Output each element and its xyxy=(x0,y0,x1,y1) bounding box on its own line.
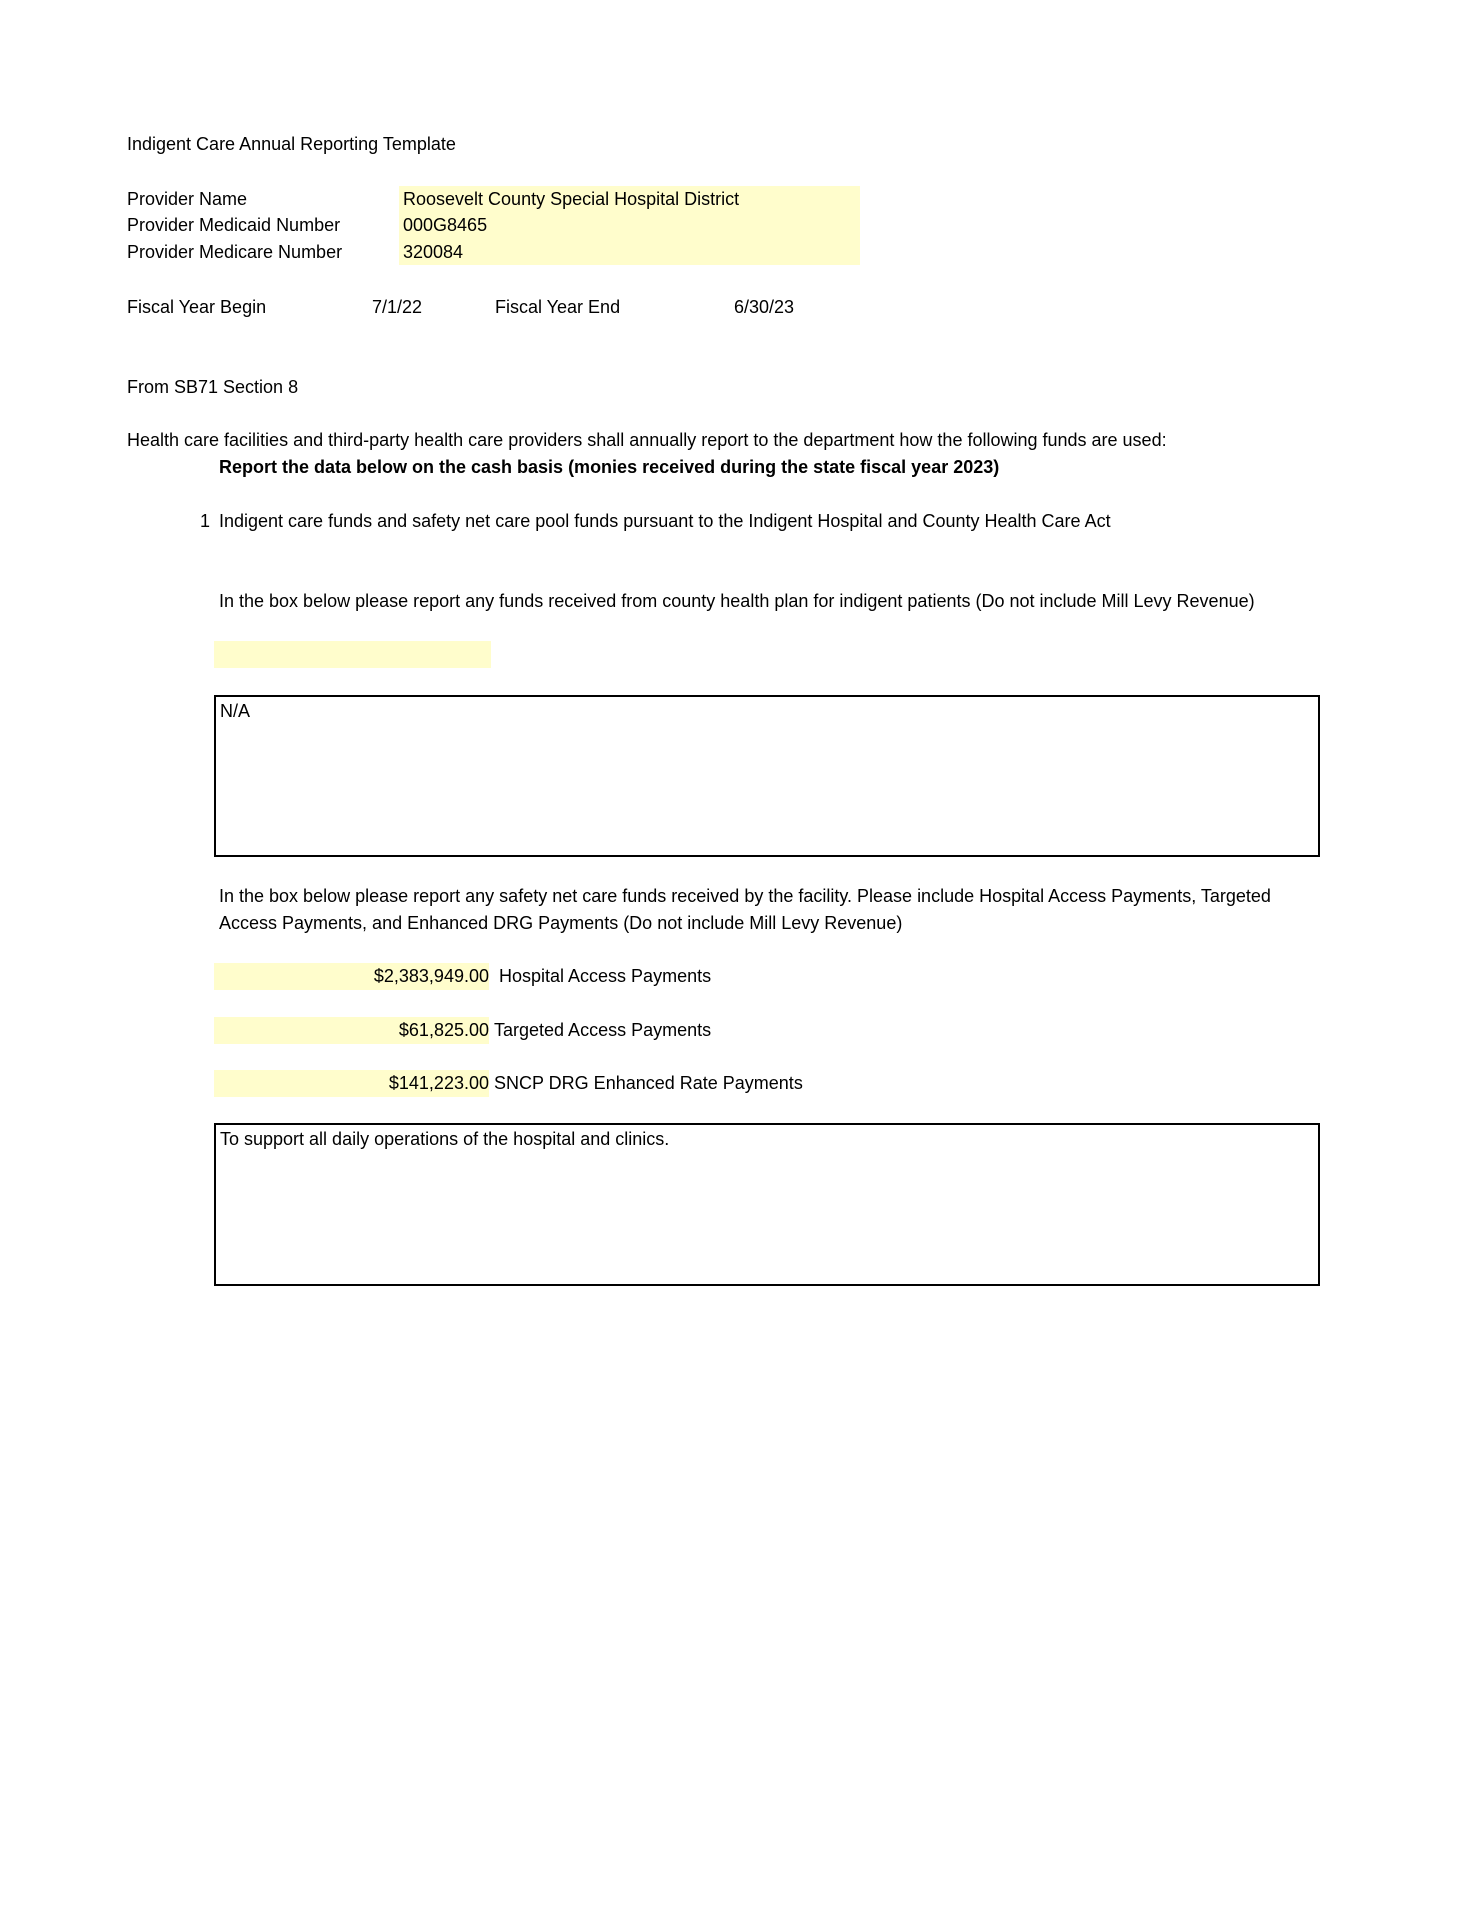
targeted-access-amount-field[interactable]: $61,825.00 xyxy=(214,1017,489,1044)
hospital-access-amount-field[interactable]: $2,383,949.00 xyxy=(214,963,489,990)
sncp-drg-amount-field[interactable]: $141,223.00 xyxy=(214,1070,489,1097)
fiscal-year-begin-label: Fiscal Year Begin xyxy=(127,297,267,317)
fiscal-year-end-label: Fiscal Year End xyxy=(495,297,621,317)
intro-text: Health care facilities and third-party health care providers shall annually report to the department how the following funds are used: xyxy=(127,430,1167,450)
cash-basis-instruction: Report the data below on the cash basis (monies received during the state fiscal year 2023) xyxy=(219,457,1000,477)
template-title: Indigent Care Annual Reporting Template xyxy=(127,134,456,154)
sncp-drg-label: SNCP DRG Enhanced Rate Payments xyxy=(494,1073,803,1093)
provider-medicare-field[interactable]: 320084 xyxy=(403,242,464,262)
item-text: Indigent care funds and safety net care pool funds pursuant to the Indigent Hospital and County Health Care Act xyxy=(219,511,1111,531)
source-reference: From SB71 Section 8 xyxy=(127,377,299,397)
fiscal-year-end-value[interactable]: 6/30/23 xyxy=(734,297,795,317)
provider-medicaid-label: Provider Medicaid Number xyxy=(127,215,341,235)
safety-net-prompt-line1: In the box below please report any safety net care funds received by the facility. Please include Hospital Access Payments, Targeted xyxy=(219,886,1271,906)
county-funds-notes-box[interactable] xyxy=(214,695,1320,857)
item-number: 1 xyxy=(200,511,211,531)
targeted-access-label: Targeted Access Payments xyxy=(494,1020,712,1040)
provider-name-field[interactable]: Roosevelt County Special Hospital District xyxy=(403,189,740,209)
county-funds-prompt: In the box below please report any funds received from county health plan for indigent patients (Do not include Mill Levy Revenue) xyxy=(219,591,1255,611)
county-funds-amount-field[interactable] xyxy=(214,641,491,668)
provider-name-label: Provider Name xyxy=(127,189,248,209)
provider-medicaid-field[interactable]: 000G8465 xyxy=(403,215,488,235)
county-funds-notes-text: N/A xyxy=(220,701,251,721)
provider-medicare-label: Provider Medicare Number xyxy=(127,242,343,262)
safety-net-notes-box[interactable] xyxy=(214,1123,1320,1286)
hospital-access-label: Hospital Access Payments xyxy=(499,966,712,986)
fiscal-year-begin-value[interactable]: 7/1/22 xyxy=(372,297,423,317)
safety-net-prompt-line2: Access Payments, and Enhanced DRG Payments (Do not include Mill Levy Revenue) xyxy=(219,913,903,933)
safety-net-notes-text: To support all daily operations of the hospital and clinics. xyxy=(220,1129,670,1149)
